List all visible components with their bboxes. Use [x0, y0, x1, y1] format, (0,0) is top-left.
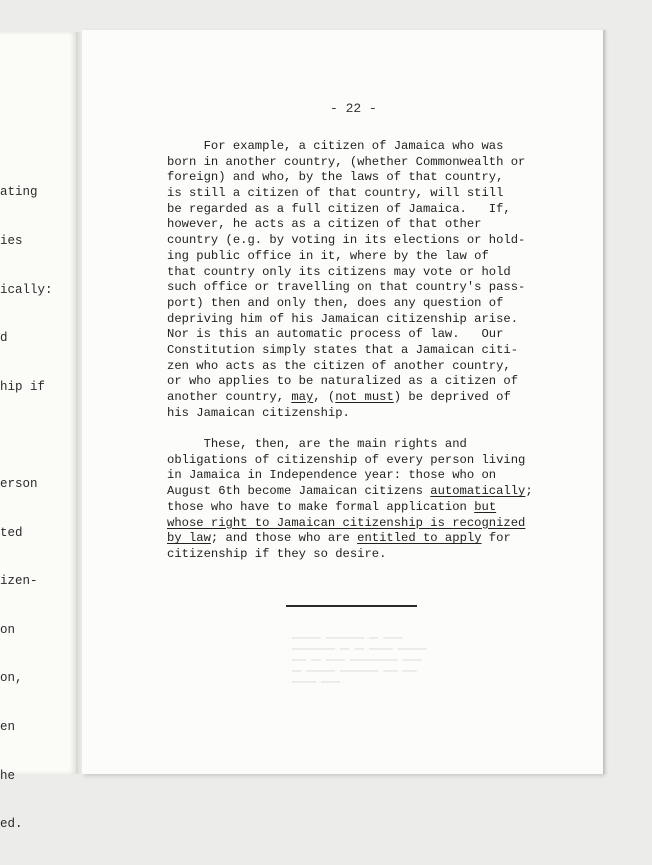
left-fragment-line: izen- — [0, 574, 38, 589]
text-line: foreign) and who, by the laws of that country, — [167, 170, 504, 185]
left-fragment-line: hip if — [0, 379, 46, 394]
underlined-text: not must — [335, 390, 394, 404]
text-line: Nor is this an automatic process of law. Our — [167, 327, 504, 342]
underlined-text: but — [474, 499, 497, 514]
text-line: be regarded as a full citizen of Jamaica. If, — [167, 201, 511, 216]
text-line: his Jamaican citizenship. — [167, 405, 350, 420]
text-line: in Jamaica in Independence year: those who on — [167, 468, 497, 483]
body-text — [167, 139, 533, 563]
text-segment: those who have to make formal application — [167, 499, 475, 514]
underlined-text: whose right to Jamaican citizenship is recognized — [167, 515, 526, 530]
text-line: zen who acts as the citizen of another country, — [167, 358, 511, 373]
text-line: ing public office in it, where by the law of — [167, 248, 489, 263]
underlined-text: entitled to apply — [357, 531, 482, 546]
text-segment: August 6th become Jamaican citizens — [167, 484, 431, 499]
text-line: however, he acts as a citizen of that other — [167, 217, 482, 232]
left-fragment-line: d — [0, 331, 8, 346]
text-line: citizenship if they so desire. — [167, 546, 387, 561]
text-segment: for — [481, 531, 511, 546]
text-line: or who applies to be naturalized as a citizen of — [167, 374, 519, 389]
text-segment: ; and those who are — [210, 531, 358, 546]
left-fragment-line — [0, 427, 76, 443]
text-line: such office or travelling on that country's pass- — [167, 280, 526, 295]
page-number: - 22 - — [330, 101, 377, 116]
text-line: For example, a citizen of Jamaica who was — [167, 139, 504, 153]
underlined-text: may — [291, 390, 314, 404]
text-line — [167, 516, 533, 532]
left-fragment-line: he — [0, 768, 16, 783]
left-fragment-line: ies — [0, 234, 23, 248]
left-fragment-line: ating — [0, 185, 38, 200]
underlined-text: by law — [167, 531, 211, 546]
text-segment: , ( — [313, 390, 336, 404]
left-fragment-line: on, — [0, 671, 23, 686]
text-line — [167, 484, 533, 500]
text-line: that country only its citizens may vote or hold — [167, 264, 511, 279]
text-segment: ; — [525, 484, 533, 499]
left-fragment-line: ically: — [0, 282, 53, 297]
paragraph-2 — [167, 437, 533, 563]
text-line — [167, 500, 533, 516]
text-segment: ) be deprived of — [393, 390, 511, 404]
text-line: is still a citizen of that country, will still — [167, 186, 504, 201]
text-line: port) then and only then, does any question of — [167, 295, 504, 310]
text-line — [167, 390, 533, 406]
text-line: Constitution simply states that a Jamaican citi- — [167, 342, 519, 357]
text-line: depriving him of his Jamaican citizenship arise. — [167, 311, 519, 326]
show-through-text: ▬▬▬▬▬▬ ▬▬▬▬▬▬▬▬ ▬▬ ▬▬▬▬ ▬▬▬▬▬▬▬▬▬ ▬▬ ▬▬ ▬▬▬▬▬ ▬▬▬▬▬▬ ▬▬▬ ▬▬ ▬▬▬▬ ▬▬▬▬▬▬▬▬▬▬ ▬▬▬▬ ▬▬ ▬▬▬▬▬▬ ▬▬▬▬▬▬▬▬ ▬▬▬ ▬▬▬ ▬▬▬▬▬ ▬▬▬▬ — [292, 633, 427, 686]
text-segment: another country, — [167, 390, 292, 404]
left-fragment-line: on — [0, 622, 16, 637]
left-page-text-fragments — [0, 152, 76, 865]
left-fragment-line: en — [0, 719, 16, 734]
underlined-text: automatically — [430, 484, 526, 499]
text-line: born in another country, (whether Commonwealth or — [167, 154, 526, 169]
text-line: obligations of citizenship of every person living — [167, 452, 526, 467]
text-line: country (e.g. by voting in its elections or hold- — [167, 233, 526, 248]
left-fragment-line: erson — [0, 476, 38, 491]
text-line: These, then, are the main rights and — [167, 437, 467, 452]
paragraph-1 — [167, 139, 533, 421]
left-fragment-line: ed. — [0, 817, 23, 832]
page-edge — [603, 30, 607, 774]
text-line — [167, 531, 533, 547]
section-divider — [286, 605, 417, 607]
left-fragment-line: ted — [0, 525, 23, 540]
